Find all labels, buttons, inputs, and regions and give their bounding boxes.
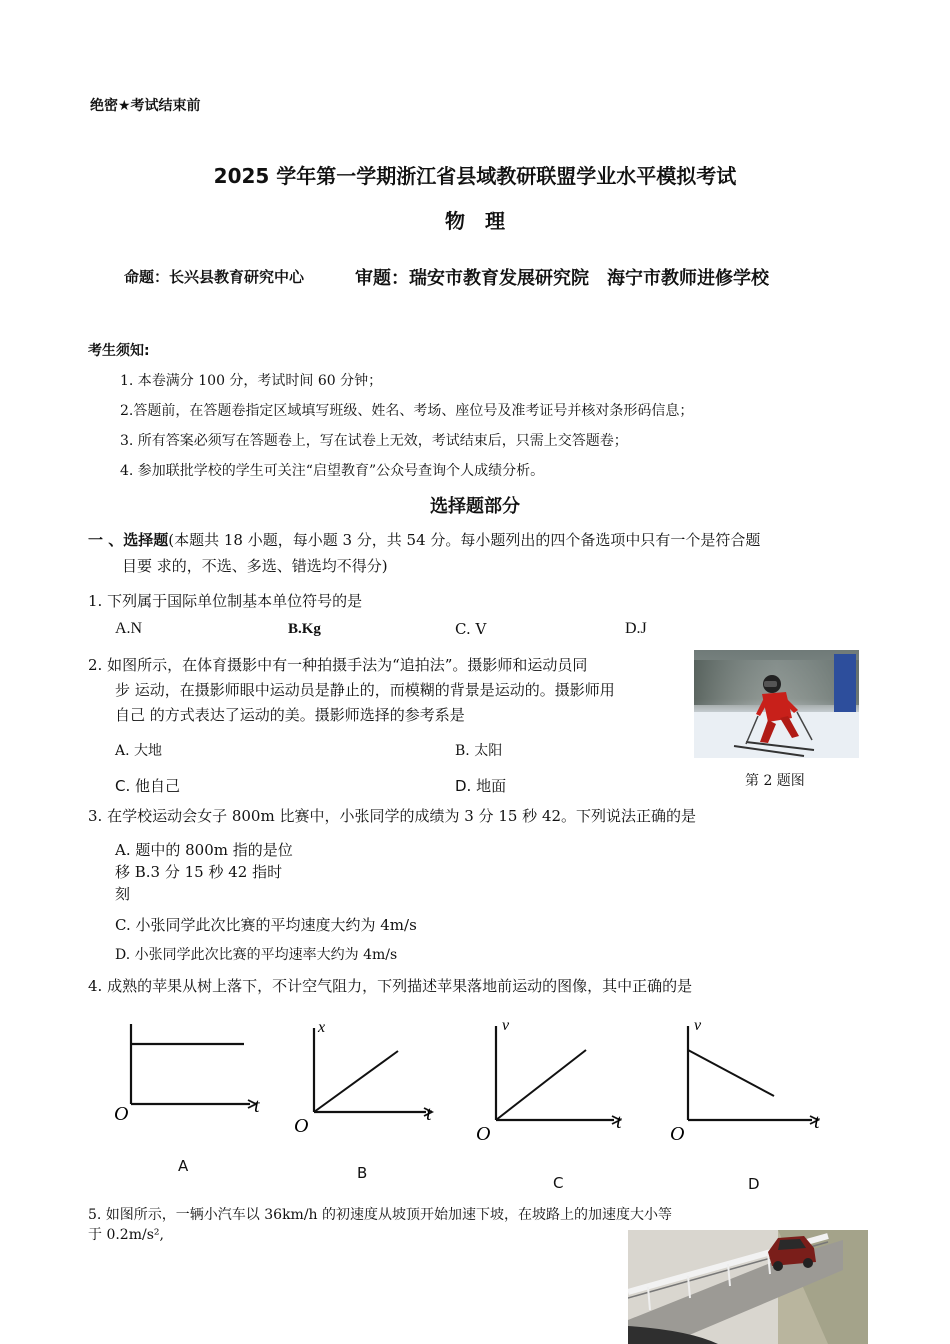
q4-graph-c — [472, 1017, 637, 1145]
x-axis-label: t — [814, 1111, 820, 1133]
q2-option-a: A. 大地 — [115, 743, 163, 759]
q4-graph-a — [110, 1020, 270, 1130]
subject-title: 物 理 — [445, 209, 505, 233]
confidential-mark: 绝密★考试结束前 — [90, 98, 201, 114]
q1-stem: 1. 下列属于国际单位制基本单位符号的是 — [88, 592, 363, 610]
author-line: 命题：长兴县教育研究中心 — [124, 268, 305, 286]
notice-item: 2.答题前，在答题卷指定区域填写班级、姓名、考场、座位号及准考证号并核对条形码信息； — [120, 403, 694, 419]
q2-stem-line3: 自己 的方式表达了运动的美。摄影师选择的参考系是 — [115, 706, 465, 724]
q1-option-c: C. V — [455, 620, 487, 638]
q2-option-c: C. 他自己 — [115, 777, 181, 795]
q1-option-a: A.N — [115, 620, 143, 637]
q4-graph-c-label: C — [553, 1174, 564, 1192]
q2-stem-line1: 2. 如图所示，在体育摄影中有一种拍摄手法为“追拍法”。摄影师和运动员同 — [88, 656, 588, 674]
graph-line — [496, 1050, 586, 1120]
q5-stem-line1: 5. 如图所示，一辆小汽车以 36km/h 的初速度从坡顶开始加速下坡，在坡路上的加速度大小等 — [88, 1207, 673, 1223]
section-heading-label: 一 、选择题 — [88, 531, 169, 549]
notice-item: 1. 本卷满分 100 分，考试时间 60 分钟； — [120, 373, 383, 389]
x-axis-label: t — [616, 1111, 622, 1133]
origin-label: O — [294, 1115, 309, 1137]
q3-option-a-line1: A. 题中的 800m 指的是位 — [115, 841, 293, 859]
y-axis-label: x — [318, 1019, 326, 1036]
section-title: 选择题部分 — [430, 496, 520, 517]
y-axis-label: v — [502, 1017, 510, 1034]
graph-line — [314, 1051, 398, 1112]
q1-option-d: D.J — [625, 620, 647, 637]
section-heading-text: (本题共 18 小题，每小题 3 分，共 54 分。每小题列出的四个备选项中只有一个是符合题 — [168, 531, 761, 549]
car-slope-photo — [628, 1230, 868, 1344]
q2-figure-caption: 第 2 题图 — [745, 773, 805, 789]
q2-option-d: D. 地面 — [455, 777, 507, 795]
section-heading — [88, 529, 760, 550]
x-axis-label: t — [426, 1103, 432, 1125]
q3-option-d: D. 小张同学此次比赛的平均速率大约为 4m/s — [115, 947, 398, 963]
q4-stem: 4. 成熟的苹果从树上落下，不计空气阻力，下列描述苹果落地前运动的图像，其中正确的是 — [88, 977, 693, 995]
q2-stem-line2: 步 运动，在摄影师眼中运动员是静止的，而模糊的背景是运动的。摄影师用 — [115, 681, 615, 699]
q4-graph-b-label: B — [357, 1164, 368, 1182]
q2-option-b: B. 太阳 — [455, 743, 503, 759]
section-heading-cont: 目要 求的，不选、多选、错选均不得分) — [122, 557, 388, 575]
reviewer-line: 审题：瑞安市教育发展研究院 海宁市教师进修学校 — [355, 268, 769, 289]
graph-line — [688, 1050, 774, 1096]
origin-label: O — [476, 1123, 491, 1145]
q4-graph-d — [666, 1017, 836, 1145]
skier-photo — [694, 650, 859, 758]
q3-option-a-line2: 移 B.3 分 15 秒 42 指时 — [115, 863, 283, 881]
q3-stem: 3. 在学校运动会女子 800m 比赛中，小张同学的成绩为 3 分 15 秒 42。下列说法正确的是 — [88, 807, 697, 825]
q3-option-c: C. 小张同学此次比赛的平均速度大约为 4m/s — [115, 916, 417, 934]
q1-option-b: B.Kg — [288, 621, 321, 637]
q5-stem-line2: 于 0.2m/s², — [88, 1227, 164, 1243]
notice-item: 4. 参加联批学校的学生可关注“启望教育”公众号查询个人成绩分析。 — [120, 463, 545, 479]
q4-graph-b — [290, 1020, 450, 1135]
q4-graph-d-label: D — [748, 1175, 760, 1193]
y-axis-label: v — [694, 1017, 702, 1034]
notice-item: 3. 所有答案必须写在答题卷上，写在试卷上无效，考试结束后，只需上交答题卷； — [120, 433, 628, 449]
origin-label: O — [670, 1123, 685, 1145]
q3-option-a-line3: 刻 — [115, 885, 131, 903]
origin-label: O — [114, 1103, 129, 1125]
exam-title: 2025 学年第一学期浙江省县域教研联盟学业水平模拟考试 — [213, 164, 737, 188]
x-axis-label: t — [254, 1095, 260, 1117]
q4-graph-a-label: A — [178, 1157, 189, 1175]
notice-heading: 考生须知: — [88, 343, 150, 359]
